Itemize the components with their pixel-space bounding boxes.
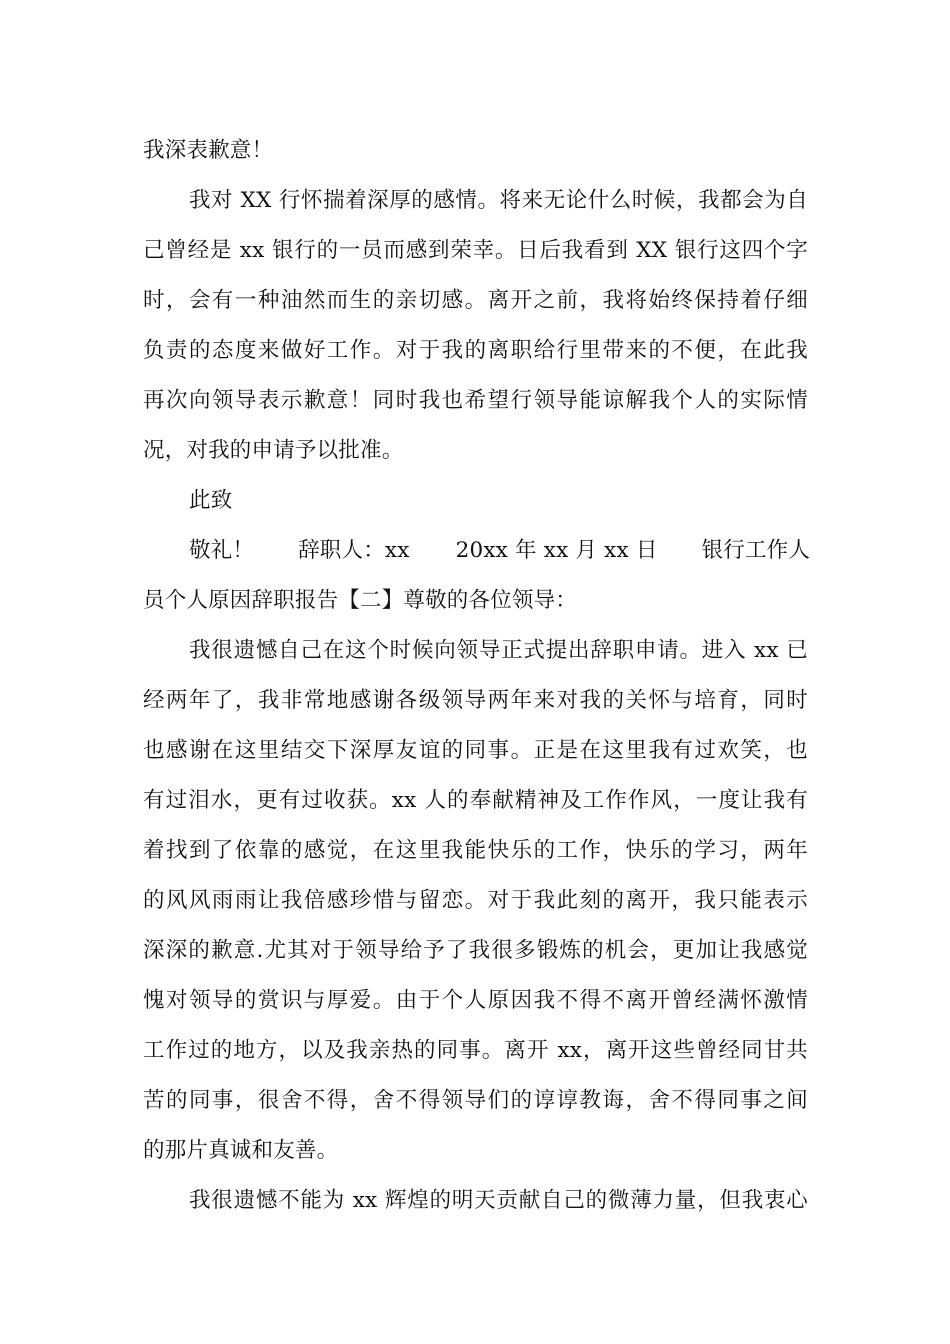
date-text: 20xx 年 xx 月 xx 日 bbox=[455, 538, 658, 563]
heading-start-text: 银行工作人 bbox=[701, 538, 811, 563]
text-line: 的那片真诚和友善。 bbox=[143, 1138, 339, 1163]
signature-line bbox=[189, 533, 811, 569]
text-line: 况，对我的申请予以批准。 bbox=[143, 438, 404, 463]
text-line: 我对 XX 行怀揣着深厚的感情。将来无论什么时候，我都会为自 bbox=[189, 188, 808, 213]
resignee-text: 辞职人：xx bbox=[298, 538, 410, 563]
text-line: 再次向领导表示歉意！同时我也希望行领导能谅解我个人的实际情 bbox=[143, 388, 808, 413]
text-line: 经两年了，我非常地感谢各级领导两年来对我的关怀与培育，同时 bbox=[143, 688, 808, 713]
text-line: 有过泪水，更有过收获。xx 人的奉献精神及工作作风，一度让我有 bbox=[143, 788, 808, 813]
text-line: 的风风雨雨让我倍感珍惜与留恋。对于我此刻的离开，我只能表示 bbox=[143, 888, 808, 913]
text-line: 我很遗憾不能为 xx 辉煌的明天贡献自己的微薄力量，但我衷心 bbox=[189, 1188, 808, 1213]
text-line: 着找到了依靠的感觉，在这里我能快乐的工作，快乐的学习，两年 bbox=[143, 838, 808, 863]
text-line: 愧对领导的赏识与厚爱。由于个人原因我不得不离开曾经满怀激情 bbox=[143, 988, 808, 1013]
regards-text: 敬礼！ bbox=[189, 538, 255, 563]
text-line: 深深的歉意.尤其对于领导给予了我很多锻炼的机会，更加让我感觉 bbox=[143, 938, 808, 963]
closing-salutation: 此致 bbox=[189, 488, 233, 513]
text-line: 负责的态度来做好工作。对于我的离职给行里带来的不便，在此我 bbox=[143, 338, 808, 363]
text-line: 苦的同事，很舍不得，舍不得领导们的谆谆教诲，舍不得同事之间 bbox=[143, 1088, 808, 1113]
text-line: 也感谢在这里结交下深厚友谊的同事。正是在这里我有过欢笑，也 bbox=[143, 738, 808, 763]
text-line: 己曾经是 xx 银行的一员而感到荣幸。日后我看到 XX 银行这四个字 bbox=[143, 238, 808, 263]
text-line: 我很遗憾自己在这个时候向领导正式提出辞职申请。进入 xx 已 bbox=[189, 638, 808, 663]
text-line: 工作过的地方，以及我亲热的同事。离开 xx，离开这些曾经同甘共 bbox=[143, 1038, 808, 1063]
text-line: 时，会有一种油然而生的亲切感。离开之前，我将始终保持着仔细 bbox=[143, 288, 808, 313]
text-line: 我深表歉意！ bbox=[143, 138, 274, 163]
section-heading: 员个人原因辞职报告【二】尊敬的各位领导： bbox=[143, 588, 578, 613]
